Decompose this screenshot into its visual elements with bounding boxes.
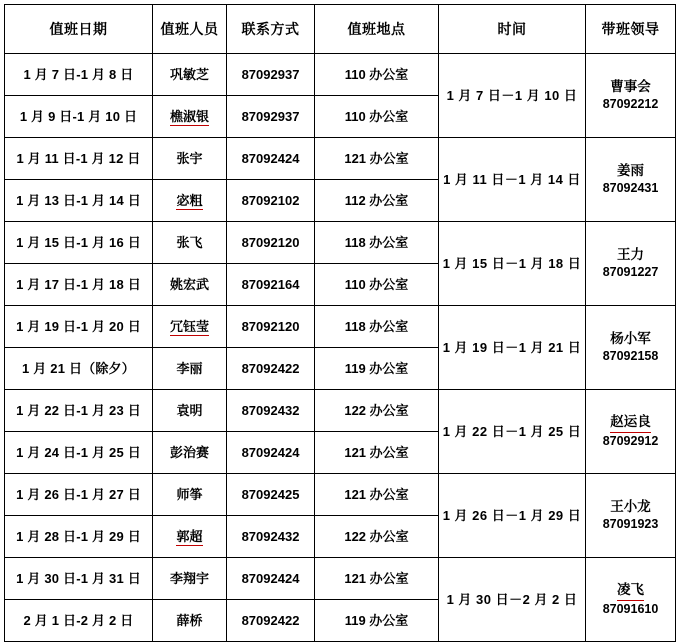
- duty-leader-name-wrap: [587, 413, 674, 432]
- duty-date: 1 月 15 日-1 月 16 日: [5, 222, 153, 264]
- duty-contact-phone: 87092424: [227, 138, 315, 180]
- table-row: [5, 222, 676, 264]
- table-row: [5, 474, 676, 516]
- duty-staff-name: 李翔宇: [153, 558, 227, 600]
- duty-period-time: 1 月 26 日－1 月 29 日: [439, 474, 586, 558]
- duty-location: 119 办公室: [315, 600, 439, 642]
- duty-location: 110 办公室: [315, 264, 439, 306]
- duty-location: 118 办公室: [315, 222, 439, 264]
- duty-date: 1 月 19 日-1 月 20 日: [5, 306, 153, 348]
- duty-staff-name: [153, 306, 227, 348]
- duty-leader-name: 赵运良: [610, 413, 651, 432]
- duty-staff-name: 张宇: [153, 138, 227, 180]
- duty-staff-name: [153, 96, 227, 138]
- duty-date: 2 月 1 日-2 月 2 日: [5, 600, 153, 642]
- duty-staff-name: 张飞: [153, 222, 227, 264]
- duty-date: 1 月 26 日-1 月 27 日: [5, 474, 153, 516]
- duty-staff-name: [153, 516, 227, 558]
- duty-staff-name-text: 宓粗: [176, 192, 203, 208]
- duty-contact-phone: 87092102: [227, 180, 315, 222]
- duty-contact-phone: 87092164: [227, 264, 315, 306]
- duty-period-time: 1 月 7 日－1 月 10 日: [439, 54, 586, 138]
- column-header-staff: 值班人员: [153, 5, 227, 54]
- duty-location: 118 办公室: [315, 306, 439, 348]
- table-row: [5, 306, 676, 348]
- duty-contact-phone: 87092937: [227, 96, 315, 138]
- duty-period-time: 1 月 15 日－1 月 18 日: [439, 222, 586, 306]
- duty-contact-phone: 87092120: [227, 306, 315, 348]
- duty-location: 122 办公室: [315, 390, 439, 432]
- duty-leader-phone: 87091923: [602, 517, 659, 532]
- duty-leader-phone: 87092212: [602, 97, 659, 112]
- duty-staff-name: 李丽: [153, 348, 227, 390]
- duty-date: 1 月 24 日-1 月 25 日: [5, 432, 153, 474]
- duty-leader-phone: 87092431: [602, 181, 659, 196]
- table-header-row: [5, 5, 676, 54]
- duty-leader-name: 凌飞: [617, 581, 644, 600]
- duty-leader: [586, 54, 676, 138]
- duty-contact-phone: 87092432: [227, 390, 315, 432]
- duty-leader-name: 王小龙: [610, 498, 651, 514]
- duty-contact-phone: 87092424: [227, 432, 315, 474]
- duty-location: 121 办公室: [315, 432, 439, 474]
- duty-location: 112 办公室: [315, 180, 439, 222]
- column-header-leader: 带班领导: [586, 5, 676, 54]
- duty-date: 1 月 17 日-1 月 18 日: [5, 264, 153, 306]
- duty-leader: [586, 306, 676, 390]
- duty-contact-phone: 87092120: [227, 222, 315, 264]
- duty-date: 1 月 30 日-1 月 31 日: [5, 558, 153, 600]
- duty-staff-name: [153, 180, 227, 222]
- duty-leader-phone: 87091610: [602, 601, 659, 616]
- duty-leader-name: 姜雨: [617, 162, 644, 178]
- duty-location: 121 办公室: [315, 558, 439, 600]
- duty-contact-phone: 87092425: [227, 474, 315, 516]
- duty-date: 1 月 13 日-1 月 14 日: [5, 180, 153, 222]
- column-header-time: 时间: [439, 5, 586, 54]
- duty-period-time: 1 月 19 日－1 月 21 日: [439, 306, 586, 390]
- duty-leader: [586, 138, 676, 222]
- duty-schedule-table: [4, 4, 676, 642]
- duty-staff-name: 袁明: [153, 390, 227, 432]
- table-row: [5, 390, 676, 432]
- duty-date: 1 月 11 日-1 月 12 日: [5, 138, 153, 180]
- table-body: [5, 54, 676, 642]
- column-header-date: 值班日期: [5, 5, 153, 54]
- duty-date: 1 月 9 日-1 月 10 日: [5, 96, 153, 138]
- duty-leader: [586, 558, 676, 642]
- duty-period-time: 1 月 22 日－1 月 25 日: [439, 390, 586, 474]
- duty-period-time: 1 月 11 日－1 月 14 日: [439, 138, 586, 222]
- duty-contact-phone: 87092424: [227, 558, 315, 600]
- duty-location: 122 办公室: [315, 516, 439, 558]
- duty-leader: [586, 390, 676, 474]
- duty-location: 119 办公室: [315, 348, 439, 390]
- table-row: [5, 54, 676, 96]
- duty-staff-name-text: 郭超: [176, 528, 203, 544]
- duty-leader-name: 杨小军: [610, 330, 651, 346]
- duty-leader-name: 王力: [617, 246, 644, 262]
- duty-date: 1 月 28 日-1 月 29 日: [5, 516, 153, 558]
- column-header-location: 值班地点: [315, 5, 439, 54]
- column-header-contact: 联系方式: [227, 5, 315, 54]
- duty-leader: [586, 474, 676, 558]
- duty-staff-name: 姚宏武: [153, 264, 227, 306]
- duty-leader-name: 曹事会: [610, 78, 651, 94]
- duty-leader-phone: 87092158: [602, 349, 659, 364]
- duty-leader-name-wrap: [587, 581, 674, 600]
- duty-staff-name: 彭治赛: [153, 432, 227, 474]
- duty-contact-phone: 87092422: [227, 348, 315, 390]
- duty-location: 110 办公室: [315, 54, 439, 96]
- duty-leader: [586, 222, 676, 306]
- duty-staff-name: 薛桥: [153, 600, 227, 642]
- duty-location: 121 办公室: [315, 474, 439, 516]
- duty-leader-phone: 87092912: [602, 433, 659, 448]
- table-header: [5, 5, 676, 54]
- duty-period-time: 1 月 30 日－2 月 2 日: [439, 558, 586, 642]
- duty-date: 1 月 7 日-1 月 8 日: [5, 54, 153, 96]
- duty-contact-phone: 87092432: [227, 516, 315, 558]
- duty-contact-phone: 87092422: [227, 600, 315, 642]
- table-row: [5, 138, 676, 180]
- duty-date: 1 月 22 日-1 月 23 日: [5, 390, 153, 432]
- duty-location: 121 办公室: [315, 138, 439, 180]
- duty-leader-phone: 87091227: [602, 265, 659, 280]
- duty-contact-phone: 87092937: [227, 54, 315, 96]
- table-row: [5, 558, 676, 600]
- duty-staff-name: 巩敏芝: [153, 54, 227, 96]
- duty-date: 1 月 21 日（除夕）: [5, 348, 153, 390]
- duty-location: 110 办公室: [315, 96, 439, 138]
- duty-staff-name-text: 樵淑银: [169, 108, 209, 124]
- duty-staff-name: 师筝: [153, 474, 227, 516]
- duty-staff-name-text: 冗钰莹: [169, 318, 209, 334]
